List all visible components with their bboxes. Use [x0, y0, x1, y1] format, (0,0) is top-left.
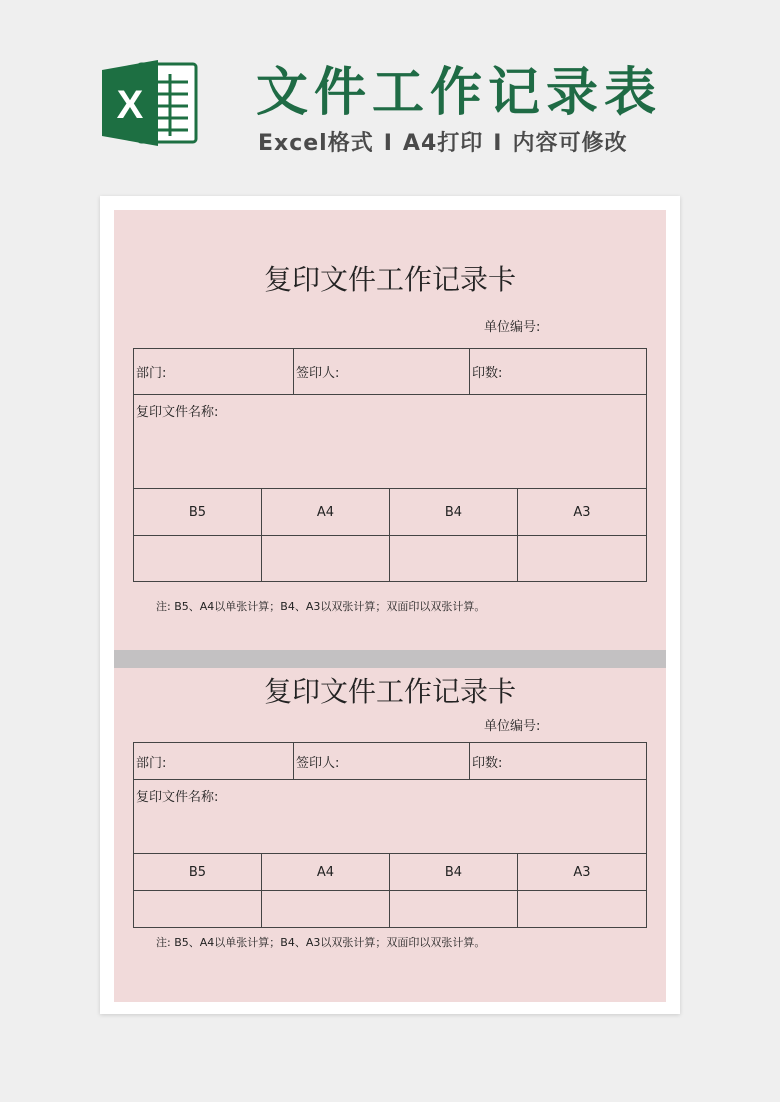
card-divider: [114, 650, 666, 668]
size-header-b4: B4: [390, 489, 518, 536]
record-card: [114, 668, 666, 1002]
page-header: [0, 0, 780, 190]
card-note: 注: B5、A4以单张计算；B4、A3以双张计算；双面印以双张计算。: [156, 600, 486, 613]
file-name-field[interactable]: 复印文件名称:: [134, 395, 647, 489]
record-table: [133, 742, 647, 854]
file-name-field[interactable]: 复印文件名称:: [134, 780, 647, 854]
size-header-a4: A4: [262, 489, 390, 536]
size-header-b5: B5: [134, 489, 262, 536]
record-table: [133, 348, 647, 489]
subtitle-separator: I: [493, 131, 503, 156]
copies-field[interactable]: 印数:: [470, 743, 647, 780]
paper-size-table: [133, 488, 647, 582]
page-subtitle: [258, 126, 627, 157]
size-count-a3[interactable]: [518, 891, 647, 928]
size-count-a4[interactable]: [262, 536, 390, 582]
size-header-a4: A4: [262, 854, 390, 891]
size-count-a4[interactable]: [262, 891, 390, 928]
department-field[interactable]: 部门:: [134, 743, 294, 780]
unit-number-label: 单位编号:: [484, 719, 541, 734]
size-count-b5[interactable]: [134, 536, 262, 582]
size-count-b5[interactable]: [134, 891, 262, 928]
subtitle-separator: I: [383, 131, 393, 156]
record-card: [114, 210, 666, 650]
document-page: [100, 196, 680, 1014]
unit-number-label: 单位编号:: [484, 320, 541, 335]
signer-field[interactable]: 签印人:: [294, 743, 470, 780]
copies-field[interactable]: 印数:: [470, 349, 647, 395]
card-title: 复印文件工作记录卡: [263, 675, 516, 708]
subtitle-print: A4打印: [402, 131, 484, 156]
size-count-b4[interactable]: [390, 891, 518, 928]
page-title: 文件工作记录表: [256, 63, 663, 123]
card-note: 注: B5、A4以单张计算；B4、A3以双张计算；双面印以双张计算。: [156, 936, 486, 949]
excel-logo-icon: [100, 58, 200, 148]
size-header-a3: A3: [518, 489, 647, 536]
size-count-a3[interactable]: [518, 536, 647, 582]
size-header-b4: B4: [390, 854, 518, 891]
card-title: 复印文件工作记录卡: [263, 263, 516, 296]
department-field[interactable]: 部门:: [134, 349, 294, 395]
subtitle-editable: 内容可修改: [512, 131, 628, 156]
size-count-b4[interactable]: [390, 536, 518, 582]
subtitle-format: Excel格式: [258, 131, 374, 156]
size-header-b5: B5: [134, 854, 262, 891]
signer-field[interactable]: 签印人:: [294, 349, 470, 395]
paper-size-table: [133, 853, 647, 928]
size-header-a3: A3: [518, 854, 647, 891]
logo-letter: X: [116, 83, 144, 127]
